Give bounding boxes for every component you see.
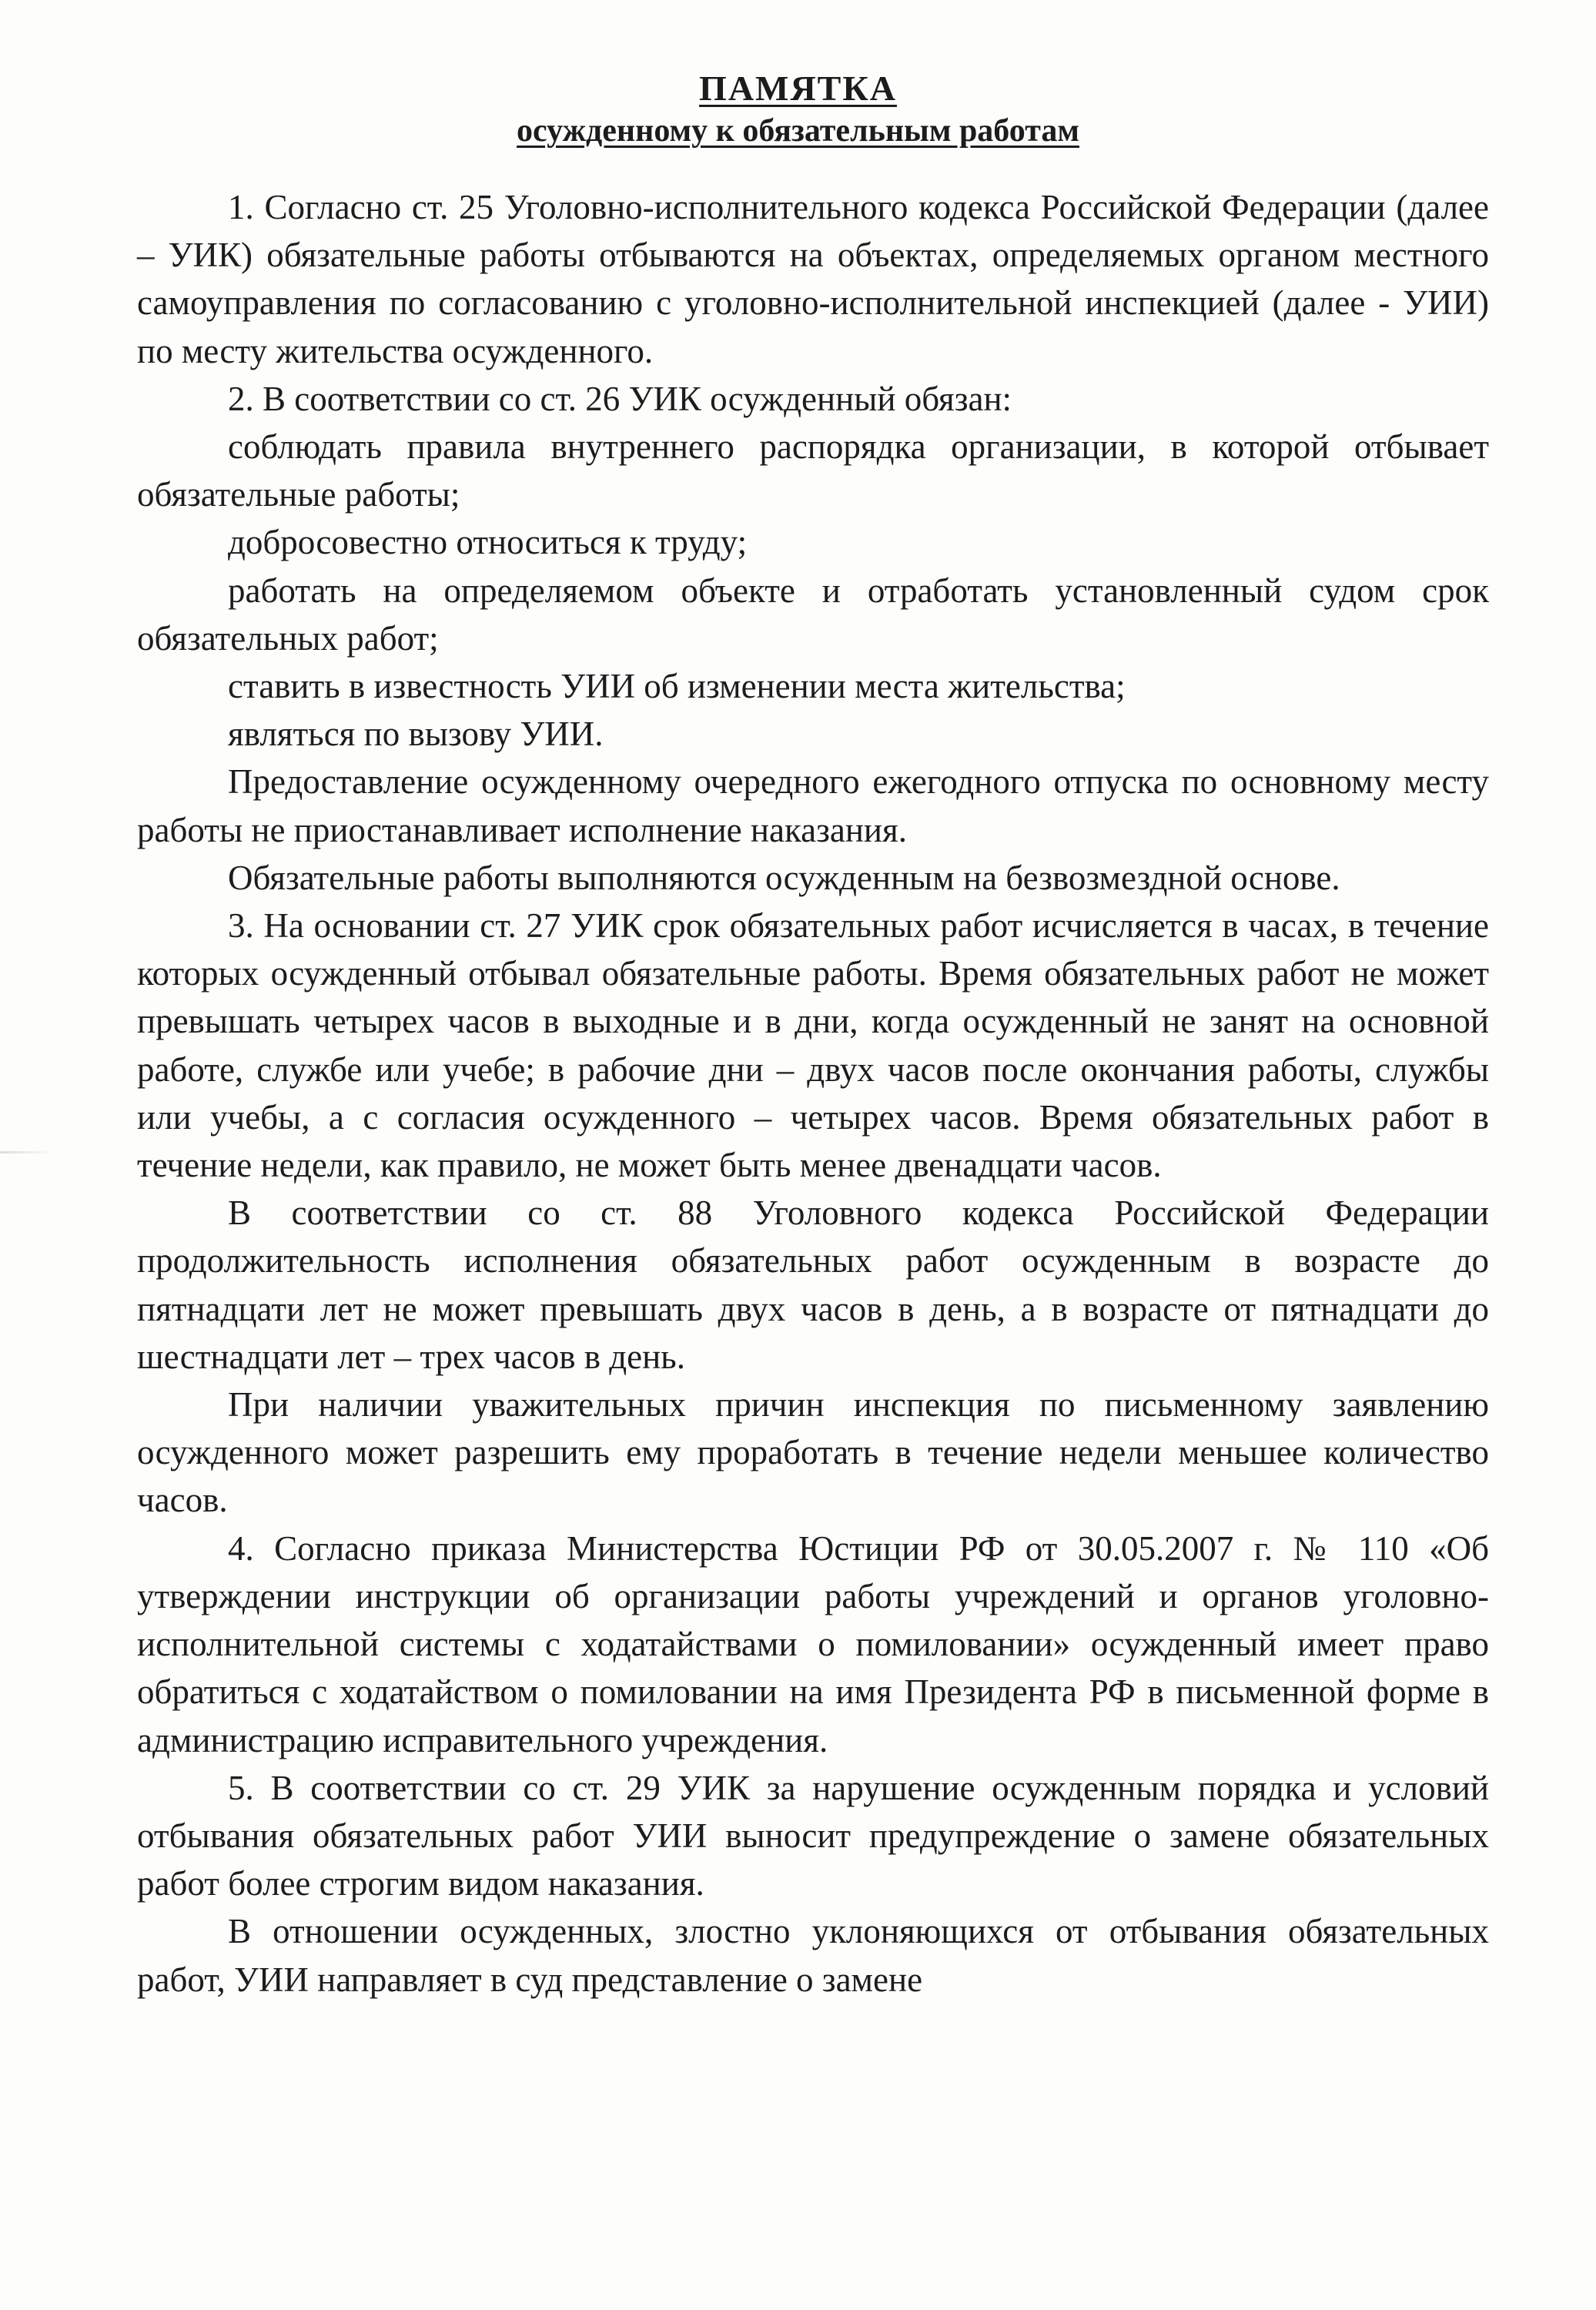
duty-work-term: работать на определяемом объекте и отработать установленный судом срок обязательных работ;	[137, 571, 1489, 658]
duty-appear-on-call: являться по вызову УИИ.	[228, 715, 604, 754]
paragraph-article-26: 2. В соответствии со ст. 26 УИК осужденный обязан:	[228, 379, 1012, 418]
document-subtitle: осужденному к обязательным работам	[517, 113, 1079, 149]
duty-conscientious-work: добросовестно относиться к труду;	[228, 523, 748, 562]
paragraph-order-110: 4. Согласно приказа Министерства Юстиции РФ от 30.05.2007 г. № 110 «Об утверждении инструкции об организации работы учреждений и органов уголовно-исполнительной системы с ходатайствами о помиловании» осужденный имеет право обратиться с ходатайством о помиловании на имя Президента РФ в письменной форме в администрацию исправительного учреждения.	[137, 1528, 1489, 1759]
scan-artifact	[0, 1151, 54, 1153]
paragraph-vacation: Предоставление осужденному очередного ежегодного отпуска по основному месту работы не приостанавливает исполнение наказания.	[137, 762, 1489, 849]
document-title: ПАМЯТКА	[699, 69, 897, 108]
paragraph-evasion: В отношении осужденных, злостно уклоняющихся от отбывания обязательных работ, УИИ направляет в суд представление о замене	[137, 1912, 1489, 1999]
document-body	[137, 183, 1489, 2004]
paragraph-article-27: 3. На основании ст. 27 УИК срок обязательных работ исчисляется в часах, в течение которых осужденный отбывал обязательные работы. Время обязательных работ не может превышать четырех часов в выходные и в дни, когда осужденный не занят на основной работе, службе или учебе; в рабочие дни – двух часов после окончания работы, службы или учебы, а с согласия осужденного – четырех часов. Время обязательных работ в течение недели, как правило, не может быть менее двенадцати часов.	[137, 906, 1489, 1185]
duty-notify-residence: ставить в известность УИИ об изменении места жительства;	[228, 667, 1126, 706]
duty-internal-rules: соблюдать правила внутреннего распорядка организации, в которой отбывает обязательные работы;	[137, 427, 1489, 514]
paragraph-article-88: В соответствии со ст. 88 Уголовного кодекса Российской Федерации продолжительность исполнения обязательных работ осужденным в возрасте до пятнадцати лет не может превышать двух часов в день, а в возрасте от пятнадцати до шестнадцати лет – трех часов в день.	[137, 1194, 1489, 1376]
paragraph-article-29: 5. В соответствии со ст. 29 УИК за нарушение осужденным порядка и условий отбывания обязательных работ УИИ выносит предупреждение о замене обязательных работ более строгим видом наказания.	[137, 1768, 1489, 1903]
paragraph-valid-reasons: При наличии уважительных причин инспекция по письменному заявлению осужденного может разрешить ему проработать в течение недели меньшее количество часов.	[137, 1385, 1489, 1520]
paragraph-unpaid: Обязательные работы выполняются осужденным на безвозмездной основе.	[228, 858, 1340, 897]
paragraph-article-25: 1. Согласно ст. 25 Уголовно-исполнительного кодекса Российской Федерации (далее – УИК) обязательные работы отбываются на объектах, определяемых органом местного самоуправления по согласованию с уголовно-исполнительной инспекцией (далее - УИИ) по месту жительства осужденного.	[137, 188, 1489, 370]
